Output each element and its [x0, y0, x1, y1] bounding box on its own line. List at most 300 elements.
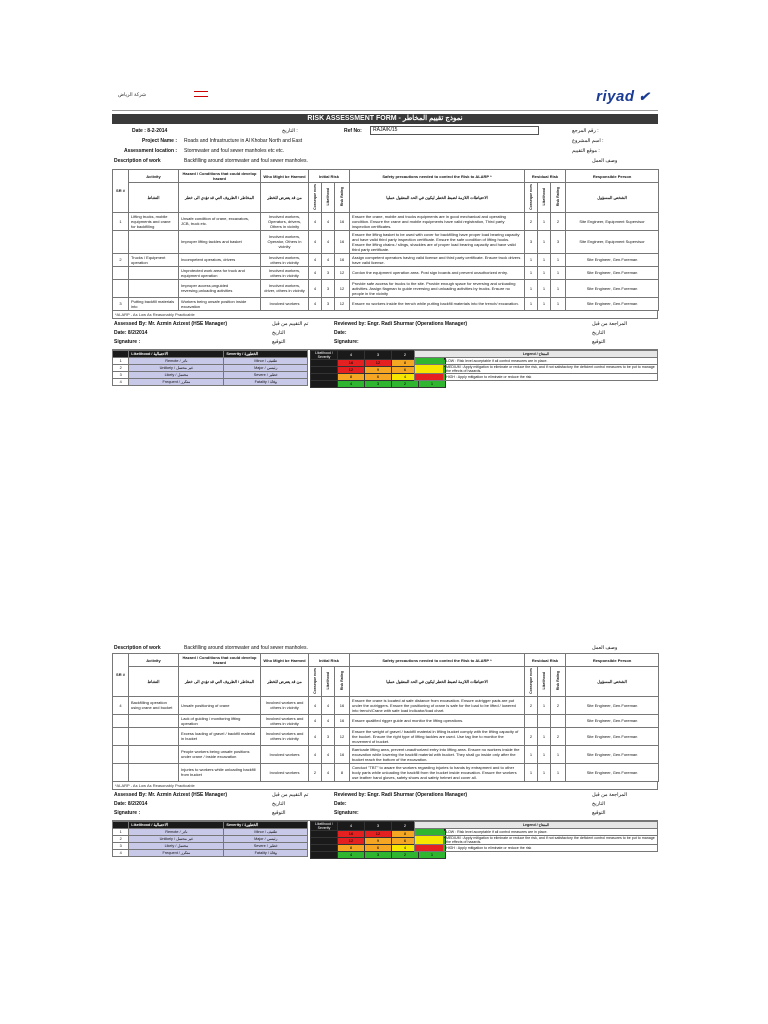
row-activity [129, 763, 179, 781]
matrix-cell: 12 [365, 830, 392, 837]
row-residual-likelihood: 1 [538, 253, 551, 266]
row-residual-rating: 2 [551, 727, 566, 745]
key-likelihood-head: Likelihood / الاحتمالية [129, 821, 224, 828]
key-row [113, 364, 308, 371]
legend-row [415, 844, 658, 851]
reviewed-date-label: Date: [334, 329, 347, 336]
row-residual-consequence: 1 [525, 763, 538, 781]
row-likelihood: 3 [322, 727, 335, 745]
key-row-severity: Severe / خطير [224, 842, 308, 849]
matrix-col-head: 3 [365, 350, 392, 359]
header-activity-ar-2: النشاط [129, 667, 179, 697]
location-label-ar: موقع التقييم : [572, 148, 600, 154]
legend-row [415, 373, 658, 380]
key-row-likelihood: Frequent / متكرر [129, 378, 224, 385]
header-residual-likelihood: Likelihood [541, 188, 546, 206]
row-residual-likelihood: 1 [538, 266, 551, 279]
row-responsible: Site Engineer, Equipment Supervisor [566, 230, 659, 253]
form-title: RISK ASSESSMENT FORM - نموذج تقييم المخاطر [112, 114, 658, 124]
table-row [113, 297, 659, 310]
row-consequence: 4 [309, 696, 322, 714]
key-row [113, 849, 308, 856]
description-value-2: Backfilling around stormwater and foul sewer manholes. [184, 645, 308, 651]
row-residual-rating: 1 [551, 253, 566, 266]
matrix-cell: 2 [392, 380, 419, 387]
row-sr [113, 279, 129, 297]
legend-high: HIGH : Apply mitigation to eliminate or reduce the risk [444, 844, 658, 851]
row-sr: 3 [113, 297, 129, 310]
row-residual-likelihood: 1 [538, 745, 551, 763]
matrix-row-lead [311, 851, 338, 858]
matrix-cell: 2 [392, 851, 419, 858]
description-label: Description of work [114, 158, 161, 164]
row-residual-likelihood: 1 [538, 212, 551, 230]
matrix-cell: 1 [419, 851, 446, 858]
date-label-ar: التاريخ : [282, 128, 298, 134]
matrix-cell: 8 [392, 359, 419, 366]
row-responsible: Site Engineer, Gen.Foreman [566, 297, 659, 310]
logo-accent-icon [194, 91, 208, 97]
row-consequence: 4 [309, 279, 322, 297]
header-residual-risk: Residual Risk [525, 170, 566, 183]
key-row [113, 835, 308, 842]
key-row-likelihood: Remote / نادر [129, 357, 224, 364]
matrix-col-head: 4 [338, 350, 365, 359]
row-safety-precautions: Ensure the lifting basket to be used with cover for backfilling have proper load bearing capacity and have valid third party inspection certificate. Ensure the safe condition of lifting hooks. Ensure the lifting chains / slings, shackles are of proper load bearing capacity and have valid third party certificate. [350, 230, 525, 253]
row-responsible: Site Engineer, Equipment Supervisor [566, 212, 659, 230]
key-row-likelihood: Unlikely / غير محتمل [129, 364, 224, 371]
row-residual-consequence: 1 [525, 279, 538, 297]
matrix-row [311, 380, 446, 387]
header-likelihood: Likelihood [325, 188, 330, 206]
row-consequence: 4 [309, 253, 322, 266]
row-residual-rating: 1 [551, 266, 566, 279]
matrix-cell: 4 [338, 380, 365, 387]
row-consequence: 4 [309, 745, 322, 763]
header-activity-2: Activity [129, 654, 179, 667]
risk-key-legend-2 [112, 821, 658, 861]
header-harmed-ar: من قد يتعرض للخطر [261, 183, 309, 213]
form-page-1 [112, 84, 658, 444]
header-residual-rating-2: Risk Rating [555, 671, 560, 691]
header-hazard-2: Hazard / Conditions that could develop hazard [179, 654, 261, 667]
signature-label-ar-2: التوقيع [272, 809, 286, 816]
row-hazard: Unsafe condition of crane, excavators, JCB, truck etc. [179, 212, 261, 230]
matrix-cell: 4 [338, 851, 365, 858]
row-activity: Putting backfill materials into [129, 297, 179, 310]
row-activity: Backfilling operation using crane and bucket [129, 696, 179, 714]
row-responsible: Site Engineer, Gen.Foreman [566, 696, 659, 714]
row-risk-rating: 12 [335, 297, 350, 310]
reviewed-date-ar-2: التاريخ [592, 800, 605, 807]
table-row [113, 212, 659, 230]
row-hazard: Workers being unsafe position inside excavation [179, 297, 261, 310]
header-responsible-ar-2: الشخص المسؤول [566, 667, 659, 697]
legend-table-2 [414, 821, 658, 852]
header-initial-risk: Initial Risk [309, 170, 350, 183]
key-likelihood-head: Likelihood / الاحتمالية [129, 350, 224, 357]
row-residual-likelihood [538, 714, 551, 727]
matrix-col-head: 4 [338, 821, 365, 830]
table-row [113, 253, 659, 266]
assessed-label: Assessed By: [114, 320, 147, 327]
key-row-number: 2 [113, 835, 129, 842]
row-risk-rating: 8 [335, 763, 350, 781]
row-responsible: Site Engineer, Gen.Foreman [566, 279, 659, 297]
key-row-severity: Major / رئيسي [224, 364, 308, 371]
row-risk-rating: 12 [335, 266, 350, 279]
row-sr: 1 [113, 212, 129, 230]
row-consequence: 4 [309, 714, 322, 727]
matrix-row-lead [311, 837, 338, 844]
legend-swatch [415, 373, 444, 380]
row-safety-precautions: Ensure the crane is located at safe distance from excavation. Ensure outrigger pads are put under the outriggers. Ensure the positioning of crane is safe for the load to be lifted / lowered into trench/Crane with safe load indicator/load chart. [350, 696, 525, 714]
table-row [113, 727, 659, 745]
key-row-number: 1 [113, 828, 129, 835]
row-harmed: Involved workers, driver, others in vicinity [261, 279, 309, 297]
row-safety-precautions: Assign competent operators having valid license and third party certificate. Ensure truck drivers have valid license. [350, 253, 525, 266]
row-harmed: Involved workers [261, 297, 309, 310]
matrix-cell: 6 [392, 837, 419, 844]
legend-low: LOW : Risk level acceptable if all control measures are in place. [444, 828, 658, 835]
matrix-cell: 1 [419, 380, 446, 387]
row-activity [129, 714, 179, 727]
riyad-logo: riyad ✔ [596, 88, 650, 105]
location-value: Stormwater and foul sewer manholes etc etc. [184, 148, 285, 154]
matrix-row [311, 851, 446, 858]
key-row-severity: Minor / طفيف [224, 828, 308, 835]
legend-title: Legend / المفتاح [415, 821, 658, 828]
header-activity-ar: النشاط [129, 183, 179, 213]
row-harmed: Involved workers and others in vicinity [261, 714, 309, 727]
row-safety-precautions: Ensure qualified rigger guide and monitor the lifting operations. [350, 714, 525, 727]
key-row-number: 2 [113, 364, 129, 371]
signoff-date-label-2: Date: [114, 800, 127, 807]
key-row-number: 3 [113, 842, 129, 849]
header-harmed: Who Might be Harmed [261, 170, 309, 183]
header-safety-2: Safety precautions needed to control the Risk to ALARP * [350, 654, 525, 667]
likelihood-severity-key [112, 350, 308, 386]
row-likelihood: 4 [322, 714, 335, 727]
reviewed-signature-ar: التوقيع [592, 338, 606, 345]
header-hazard: Hazard / Conditions that could develop hazard [179, 170, 261, 183]
project-label: Project Name : [142, 138, 178, 144]
row-likelihood: 4 [322, 745, 335, 763]
risk-key-legend [112, 350, 658, 390]
row-harmed: Involved workers and others in vicinity [261, 727, 309, 745]
reviewed-label-2: Reviewed by: Engr. Radi Shurmar (Operations Manager) [334, 791, 468, 798]
row-responsible: Site Engineer, Gen.Foreman [566, 266, 659, 279]
row-likelihood: 3 [322, 279, 335, 297]
header-hazard-ar-2: المخاطر / الظروف التي قد تؤدي الى خطر [179, 667, 261, 697]
header-safety: Safety precautions needed to control the Risk to ALARP * [350, 170, 525, 183]
row-residual-consequence: 1 [525, 745, 538, 763]
header-harmed-2: Who Might be Harmed [261, 654, 309, 667]
row-responsible: Site Engineer, Gen.Foreman [566, 745, 659, 763]
row-residual-likelihood: 1 [538, 279, 551, 297]
header-sr: SR # [113, 170, 129, 213]
assessed-label-2: Assessed By: [114, 791, 147, 798]
matrix-cell: 16 [338, 830, 365, 837]
row-residual-rating: 2 [551, 212, 566, 230]
row-likelihood: 3 [322, 297, 335, 310]
row-consequence: 4 [309, 727, 322, 745]
row-residual-consequence: 1 [525, 297, 538, 310]
row-consequence: 4 [309, 297, 322, 310]
row-residual-consequence: 2 [525, 212, 538, 230]
form-info-block-2 [112, 643, 658, 653]
row-activity [129, 727, 179, 745]
key-row-severity: Major / رئيسي [224, 835, 308, 842]
header-responsible-2: Responsible Person [566, 654, 659, 667]
row-risk-rating: 12 [335, 727, 350, 745]
row-risk-rating: 16 [335, 230, 350, 253]
project-label-ar: اسم المشروع : [572, 138, 604, 144]
key-row-likelihood: Unlikely / غير محتمل [129, 835, 224, 842]
matrix-col-head: 3 [365, 821, 392, 830]
ref-value: RAJA/K/15 [370, 126, 539, 135]
row-harmed: Involved workers, Operator, Others in vicinity [261, 230, 309, 253]
reviewed-label-ar: المراجعة من قبل [592, 320, 628, 327]
row-risk-rating: 16 [335, 696, 350, 714]
form-info-block [112, 124, 658, 169]
reviewed-signature-label: Signature: [334, 338, 359, 345]
reviewed-label-ar-2: المراجعة من قبل [592, 791, 628, 798]
header-residual-risk-2: Residual Risk [525, 654, 566, 667]
signoff-block-2 [112, 789, 658, 821]
legend-row [415, 835, 658, 844]
row-sr [113, 230, 129, 253]
row-hazard: Improper lifting tackles and basket [179, 230, 261, 253]
key-row-severity: Fatality / وفاة [224, 378, 308, 385]
row-activity [129, 230, 179, 253]
header-activity: Activity [129, 170, 179, 183]
matrix-cell: 6 [365, 373, 392, 380]
project-value: Roads and Infrastructure in Al Khobar North and East [184, 138, 303, 144]
likelihood-severity-key-2 [112, 821, 308, 857]
row-residual-consequence: 2 [525, 696, 538, 714]
matrix-cell: 6 [365, 844, 392, 851]
row-hazard: Lack of guiding / monitoring lifting operation [179, 714, 261, 727]
matrix-cell: 12 [365, 359, 392, 366]
table-row [113, 266, 659, 279]
matrix-row-lead [311, 359, 338, 366]
matrix-cell: 6 [392, 366, 419, 373]
row-hazard: Injuries to workers while unloading backfill from bucket [179, 763, 261, 781]
key-row-number: 4 [113, 378, 129, 385]
key-row-likelihood: Likely / محتمل [129, 371, 224, 378]
matrix-cell: 8 [338, 373, 365, 380]
row-safety-precautions: Ensure the weight of gravel / backfill material in lifting bucket comply with the lifting capacity of the bucket. Ensure the right type of lifting tackles are used. Use tag line to monitor the movement of bucket. [350, 727, 525, 745]
matrix-cell: 4 [392, 844, 419, 851]
table-row [113, 714, 659, 727]
row-harmed: Involved workers, others in vicinity [261, 266, 309, 279]
row-consequence: 2 [309, 763, 322, 781]
key-row-number: 4 [113, 849, 129, 856]
matrix-corner-label: Likelihood / Severity [311, 821, 338, 830]
header-residual-consequence: Conseque nces [528, 184, 533, 210]
matrix-row-lead [311, 366, 338, 373]
row-sr: 2 [113, 253, 129, 266]
key-num-head [113, 350, 129, 357]
header-responsible-ar: الشخص المسؤول [566, 183, 659, 213]
signoff-date-label: Date: [114, 329, 127, 336]
row-likelihood: 4 [322, 212, 335, 230]
signature-label-2: Signature : [114, 809, 141, 816]
row-risk-rating: 16 [335, 714, 350, 727]
key-row-number: 1 [113, 357, 129, 364]
legend-medium: MEDIUM : Apply mitigation to eliminate or reduce the risk, and if not satisfactory the deficient control measures to be put to manage the effects of hazards. [444, 364, 658, 373]
table-row [113, 696, 659, 714]
legend-swatch [415, 835, 444, 844]
ref-label: Ref No: [344, 128, 362, 134]
legend-title: Legend / المفتاح [415, 350, 658, 357]
legend-table [414, 350, 658, 381]
header-initial-risk-2: Initial Risk [309, 654, 350, 667]
table-row [113, 745, 659, 763]
row-safety-precautions: Ensure the crane, mobile and trucks equipments are in good mechanical and operating condition. Ensure the crane and mobile equipments have valid registration, Third party inspection certificates. [350, 212, 525, 230]
row-sr [113, 266, 129, 279]
row-responsible: Site Engineer, Gen.Foreman [566, 763, 659, 781]
reviewed-date-label-2: Date: [334, 800, 347, 807]
description-label-ar: وصف العمل [592, 158, 618, 164]
signoff-date-value-2: 8/2/2014 [127, 800, 148, 807]
header-rating-2: Risk Rating [339, 671, 344, 691]
key-num-head [113, 821, 129, 828]
location-label: Assessment location : [124, 148, 178, 154]
matrix-cell: 9 [365, 837, 392, 844]
key-row [113, 842, 308, 849]
key-row-likelihood: Frequent / متكرر [129, 849, 224, 856]
row-risk-rating: 16 [335, 745, 350, 763]
row-residual-likelihood: 1 [538, 297, 551, 310]
legend-row [415, 364, 658, 373]
riyad-logo-text: riyad [596, 88, 635, 105]
row-residual-rating: 1 [551, 763, 566, 781]
row-sr [113, 763, 129, 781]
row-residual-consequence: 1 [525, 253, 538, 266]
table-row [113, 763, 659, 781]
row-safety-precautions: Conduct "TBT" to aware the workers regarding injuries to hands by entrapment and to other body parts while unloading the backfill from the bucket inside excavation. Ensure the workers use leather hand gloves, safety shoes and safety helmet and cover all. [350, 763, 525, 781]
row-risk-rating: 16 [335, 253, 350, 266]
key-severity-head: Severity / الخطورة [224, 350, 308, 357]
row-harmed: Involved workers [261, 763, 309, 781]
row-residual-consequence: 3 [525, 230, 538, 253]
header-safety-ar: الاحتياطات اللازمة لضبط الخطر ليكون في الحد المعقول عمليا [350, 183, 525, 213]
row-responsible: Site Engineer, Gen.Foreman [566, 253, 659, 266]
legend-swatch [415, 828, 444, 835]
row-activity [129, 279, 179, 297]
matrix-cell: 12 [338, 837, 365, 844]
legend-low: LOW : Risk level acceptable if all control measures are in place. [444, 357, 658, 364]
assessed-value: Mr. Azmin Azizest (HSE Manager) [148, 320, 227, 327]
row-hazard: Unsafe positioning of crane [179, 696, 261, 714]
signoff-block [112, 318, 658, 350]
row-safety-precautions: Cordon the equipment operation area. Post sign boards and prevent unauthorized entry. [350, 266, 525, 279]
legend-medium: MEDIUM : Apply mitigation to eliminate or reduce the risk, and if not satisfactory the deficient control measures to be put to manage the effects of hazards. [444, 835, 658, 844]
matrix-cell: 9 [365, 366, 392, 373]
row-harmed: Involved workers [261, 745, 309, 763]
row-residual-likelihood: 1 [538, 727, 551, 745]
row-consequence: 4 [309, 230, 322, 253]
row-likelihood: 4 [322, 696, 335, 714]
row-residual-rating: 1 [551, 297, 566, 310]
header-consequence: Conseque nces [312, 184, 317, 210]
key-row [113, 357, 308, 364]
matrix-cell: 8 [392, 830, 419, 837]
matrix-corner-label: Likelihood / Severity [311, 350, 338, 359]
row-risk-rating: 12 [335, 279, 350, 297]
signoff-date-value: 8/2/2014 [127, 329, 148, 336]
header-residual-rating: Risk Rating [555, 187, 560, 207]
key-row [113, 828, 308, 835]
header-residual-likelihood-2: Likelihood [541, 672, 546, 690]
row-activity [129, 266, 179, 279]
row-safety-precautions: Ensure no workers inside the trench while putting backfill materials into the trench/ excavation. [350, 297, 525, 310]
row-harmed: Involved workers, others in vicinity [261, 253, 309, 266]
row-residual-likelihood: 1 [538, 230, 551, 253]
row-residual-consequence: 1 [525, 266, 538, 279]
row-residual-consequence: 2 [525, 727, 538, 745]
reviewed-date-ar: التاريخ [592, 329, 605, 336]
legend-swatch [415, 364, 444, 373]
row-harmed: Involved workers and others in vicinity [261, 696, 309, 714]
header-hazard-ar: المخاطر / الظروف التي قد تؤدي الى خطر [179, 183, 261, 213]
legend-row [415, 828, 658, 835]
date-value: 8-2-2014 [147, 128, 168, 134]
alarp-note-2: *ALARP - As Low As Reasonably Practicable [112, 782, 658, 789]
row-sr [113, 745, 129, 763]
row-hazard: People workers being unsafe positions under crane / inside excavation [179, 745, 261, 763]
form-page-2 [112, 643, 658, 949]
key-row-severity: Minor / طفيف [224, 357, 308, 364]
row-harmed: Involved workers, Operators, drivers, Others in vicinity [261, 212, 309, 230]
legend-swatch [415, 844, 444, 851]
assessed-label-ar-2: تم التقييم من قبل [272, 791, 309, 798]
matrix-row-lead [311, 373, 338, 380]
company-logo-left: شركة الرياض [118, 92, 147, 98]
description-value: Backfilling around stormwater and foul sewer manholes. [184, 158, 308, 164]
row-sr: 4 [113, 696, 129, 714]
matrix-col-head: 2 [392, 350, 419, 359]
header-harmed-ar-2: من قد يتعرض للخطر [261, 667, 309, 697]
row-residual-rating: 2 [551, 696, 566, 714]
matrix-col-head: 2 [392, 821, 419, 830]
row-residual-rating: 1 [551, 279, 566, 297]
risk-table-page-1 [112, 169, 659, 311]
header-likelihood-2: Likelihood [325, 672, 330, 690]
matrix-row-lead [311, 380, 338, 387]
key-row-likelihood: Remote / نادر [129, 828, 224, 835]
signature-label-ar: التوقيع [272, 338, 286, 345]
signature-label: Signature : [114, 338, 141, 345]
legend-row [415, 357, 658, 364]
matrix-cell: 4 [392, 373, 419, 380]
table-row [113, 230, 659, 253]
row-consequence: 4 [309, 266, 322, 279]
header-rating: Risk Rating [339, 187, 344, 207]
key-row-likelihood: Likely / محتمل [129, 842, 224, 849]
row-likelihood: 3 [322, 266, 335, 279]
header-responsible: Responsible Person [566, 170, 659, 183]
signoff-date-ar: التاريخ [272, 329, 285, 336]
signoff-date-ar-2: التاريخ [272, 800, 285, 807]
key-row-severity: Fatality / وفاة [224, 849, 308, 856]
row-residual-rating: 3 [551, 230, 566, 253]
row-hazard: Improper access,unguided reversing,unloading activities [179, 279, 261, 297]
reviewed-signature-label-2: Signature: [334, 809, 359, 816]
matrix-row-lead [311, 844, 338, 851]
